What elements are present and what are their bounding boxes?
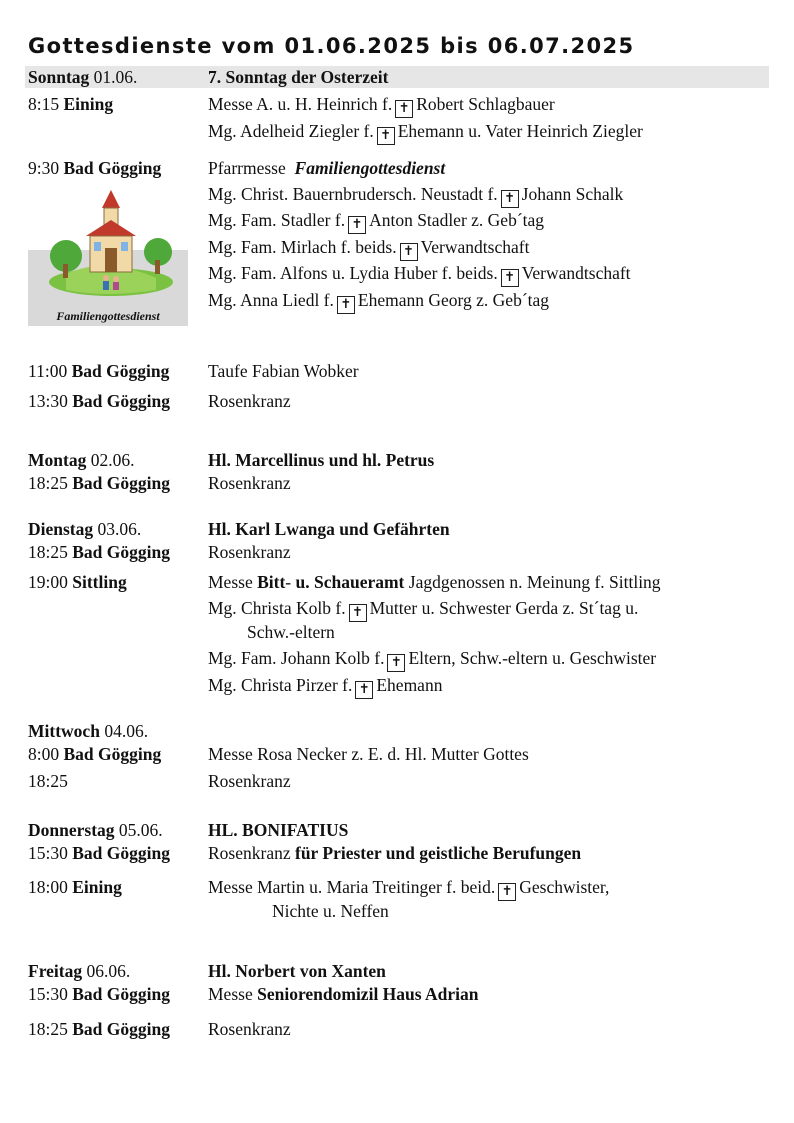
day-header-mittwoch [28,720,148,742]
service-place: Bad Gögging [72,391,170,411]
intention-line: Rosenkranz [208,542,291,562]
intention-line: Messe Rosa Necker z. E. d. Hl. Mutter Gottes [208,744,529,764]
feast-dienstag: Hl. Karl Lwanga und Gefährten [208,519,450,539]
service-time-place [28,876,122,898]
intention-line: Mg. Christa Kolb f. ✝ Mutter u. Schwester Gerda z. St´tag u. [208,598,639,620]
intention-line: Rosenkranz [208,473,291,493]
service-time-place [28,390,170,412]
service-time-place [28,93,113,115]
intention-line: Rosenkranz [208,771,291,791]
intention-line: Taufe Fabian Wobker [208,361,359,381]
service-time: 13:30 [28,391,68,411]
intention-line: Rosenkranz [208,1019,291,1039]
day-header-montag [28,449,134,471]
service-time: 18:25 [28,542,68,562]
day-name: Donnerstag [28,820,115,840]
intention-line: Mg. Anna Liedl f. ✝ Ehemann Georg z. Geb´tag [208,290,550,312]
day-date: 03.06. [97,519,142,539]
service-time: 18:00 [28,877,68,897]
day-name: Freitag [28,961,83,981]
intention-line: Rosenkranz [208,391,291,411]
service-place: Bad Gögging [72,984,170,1004]
service-time-place [28,983,170,1005]
cross-icon: ✝ [377,127,395,145]
service-place: Bad Gögging [63,158,162,178]
service-time: 9:30 [28,158,60,178]
intention-line: Messe Seniorendomizil Haus Adrian [208,984,479,1004]
intention-continuation: Nichte u. Neffen [272,901,389,921]
service-time: 8:00 [28,744,60,764]
cross-icon: ✝ [395,100,413,118]
day-date: 02.06. [90,450,135,470]
service-place: Bad Gögging [72,1019,170,1039]
day-header-dienstag [28,518,141,540]
church-icon [46,186,176,298]
service-place: Eining [72,877,122,897]
intention-line: Mg. Fam. Stadler f. ✝ Anton Stadler z. Geb´tag [208,210,545,232]
day-header-donnerstag [28,819,163,841]
service-time-place [28,571,127,593]
intention-line: Mg. Christ. Bauernbrudersch. Neustadt f. ✝ Johann Schalk [208,184,624,206]
service-time: 18:25 [28,771,68,791]
intention-line: Pfarrmesse Familiengottesdienst [208,158,446,178]
day-header-sonntag [28,66,137,88]
feast-freitag: Hl. Norbert von Xanten [208,961,386,981]
intention-line: Messe Martin u. Maria Treitinger f. beid. ✝ Geschwister, [208,877,610,899]
family-service-emphasis: Familiengottesdienst [294,158,446,178]
cross-icon: ✝ [349,604,367,622]
family-service-illustration [28,186,188,326]
feast-sonntag: 7. Sonntag der Osterzeit [208,67,389,87]
service-time-place [28,743,161,765]
day-date: 04.06. [104,721,149,741]
service-time: 8:15 [28,94,60,114]
cross-icon: ✝ [498,883,516,901]
feast-donnerstag: HL. BONIFATIUS [208,820,349,840]
day-date: 06.06. [86,961,131,981]
service-time-place [28,360,169,382]
service-place: Bad Gögging [72,473,170,493]
day-name: Dienstag [28,519,94,539]
service-time: 18:25 [28,1019,68,1039]
service-time-place [28,1018,170,1040]
day-name: Mittwoch [28,721,100,741]
cross-icon: ✝ [387,654,405,672]
intention-line: Mg. Christa Pirzer f. ✝ Ehemann [208,675,443,697]
intention-line: Mg. Adelheid Ziegler f. ✝ Ehemann u. Vater Heinrich Ziegler [208,121,643,143]
day-date: 05.06. [118,820,163,840]
service-place: Bad Gögging [72,542,170,562]
service-time: 15:30 [28,843,68,863]
intention-line: Mg. Fam. Mirlach f. beids. ✝ Verwandtschaft [208,237,530,259]
intention-line: Messe Bitt- u. Schaueramt Jagdgenossen n. Meinung f. Sittling [208,572,661,592]
cross-icon: ✝ [337,296,355,314]
service-time: 19:00 [28,572,68,592]
service-time: 18:25 [28,473,68,493]
day-date: 01.06. [93,67,138,87]
service-time-place [28,157,161,179]
cross-icon: ✝ [501,269,519,287]
service-place: Bad Gögging [71,361,170,381]
day-name: Montag [28,450,87,470]
service-place: Bad Gögging [63,744,162,764]
intention-line: Messe A. u. H. Heinrich f. ✝ Robert Schlagbauer [208,94,555,116]
cross-icon: ✝ [348,216,366,234]
service-place: Eining [63,94,114,114]
cross-icon: ✝ [501,190,519,208]
service-time-place [28,541,170,563]
cross-icon: ✝ [355,681,373,699]
service-time: 15:30 [28,984,68,1004]
intention-line: Rosenkranz für Priester und geistliche Berufungen [208,843,582,863]
page-title: Gottesdienste vom 01.06.2025 bis 06.07.2025 [28,34,635,58]
feast-montag: Hl. Marcellinus und hl. Petrus [208,450,435,470]
intention-line: Mg. Fam. Johann Kolb f. ✝ Eltern, Schw.-eltern u. Geschwister [208,648,657,670]
service-time-place [28,842,170,864]
illustration-label: Familiengottesdienst [56,309,160,323]
day-name: Sonntag [28,67,90,87]
service-time: 11:00 [28,361,68,381]
intention-continuation: Schw.-eltern [247,622,335,642]
service-time-place [28,472,170,494]
cross-icon: ✝ [400,243,418,261]
service-place: Sittling [72,572,127,592]
service-place: Bad Gögging [72,843,170,863]
intention-line: Mg. Fam. Alfons u. Lydia Huber f. beids. ✝ Verwandtschaft [208,263,631,285]
day-header-freitag [28,960,130,982]
